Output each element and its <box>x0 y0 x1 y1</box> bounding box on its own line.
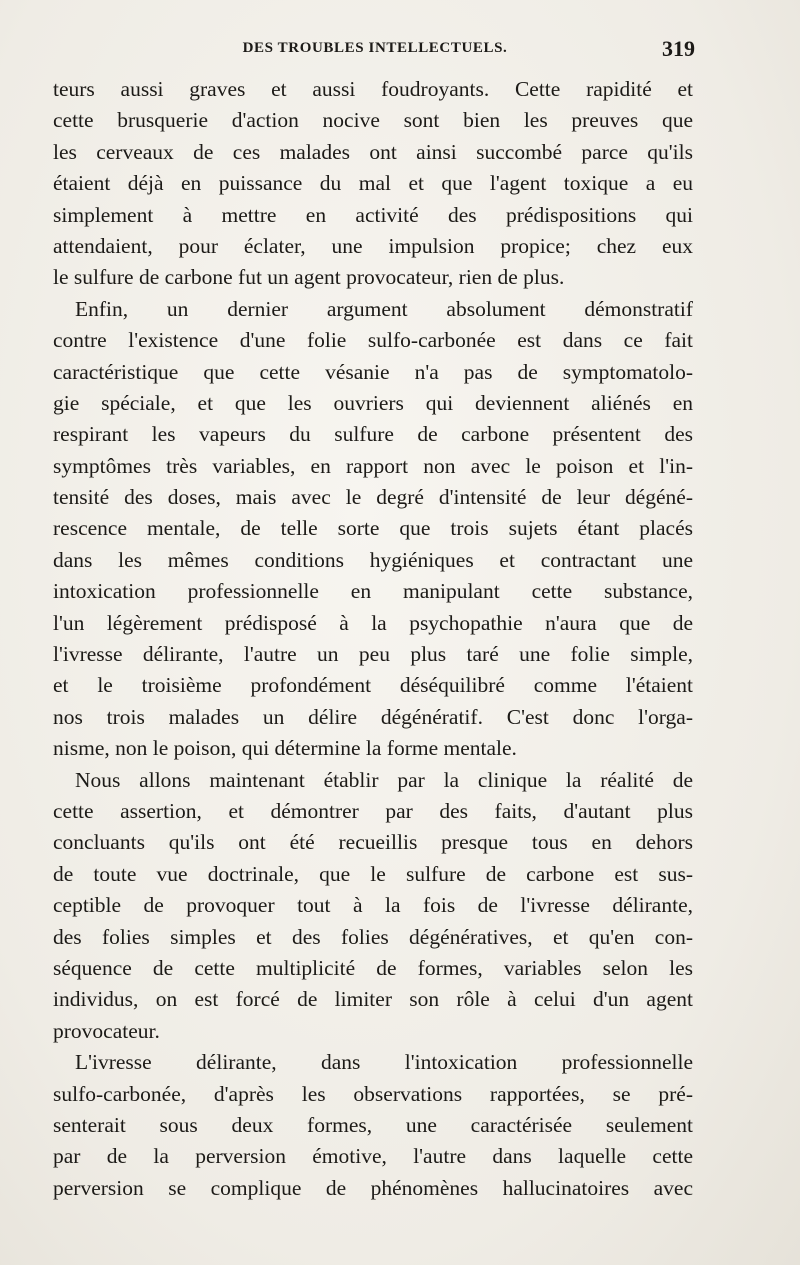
text-line: caractéristique que cette vésanie n'a pas de symptomatolo- <box>53 359 693 384</box>
text-line: dans les mêmes conditions hygiéniques et contractant une <box>53 547 693 572</box>
text-line: intoxication professionnelle en manipulant cette substance, <box>53 579 693 604</box>
text-line: attendaient, pour éclater, une impulsion propice; chez eux <box>53 233 693 258</box>
text-line: cette assertion, et démontrer par des faits, d'autant plus <box>53 798 693 823</box>
text-line: séquence de cette multiplicité de formes, variables selon les <box>53 955 693 980</box>
text-line: sulfo-carbonée, d'après les observations rapportées, se pré- <box>53 1081 693 1106</box>
text-line: rescence mentale, de telle sorte que trois sujets étant placés <box>53 516 693 541</box>
body-text <box>53 74 693 1204</box>
text-line: des folies simples et des folies dégénératives, et qu'en con- <box>53 924 693 949</box>
text-line: cette brusquerie d'action nocive sont bien les preuves que <box>53 108 693 133</box>
text-line: provocateur. <box>53 1018 160 1043</box>
running-head <box>55 36 695 66</box>
text-line: simplement à mettre en activité des prédispositions qui <box>53 202 693 227</box>
text-line: gie spéciale, et que les ouvriers qui deviennent aliénés en <box>53 390 693 415</box>
text-line: le sulfure de carbone fut un agent provocateur, rien de plus. <box>53 265 565 290</box>
text-line: ceptible de provoquer tout à la fois de l'ivresse délirante, <box>53 893 693 918</box>
text-line: nos trois malades un délire dégénératif. C'est donc l'orga- <box>53 704 693 729</box>
text-line: teurs aussi graves et aussi foudroyants. Cette rapidité et <box>53 77 693 101</box>
text-line: étaient déjà en puissance du mal et que l'agent toxique a eu <box>53 171 693 196</box>
text-line: l'ivresse délirante, l'autre un peu plus taré une folie simple, <box>53 642 693 667</box>
text-line: perversion se complique de phénomènes hallucinatoires avec <box>53 1175 693 1200</box>
running-title: DES TROUBLES INTELLECTUELS. <box>242 40 508 56</box>
text-line: nisme, non le poison, qui détermine la forme mentale. <box>53 736 517 761</box>
text-line: les cerveaux de ces malades ont ainsi succombé parce qu'ils <box>53 139 693 164</box>
text-line: individus, on est forcé de limiter son rôle à celui d'un agent <box>53 987 693 1012</box>
text-line: par de la perversion émotive, l'autre dans laquelle cette <box>53 1144 693 1169</box>
paragraph-start-line: Enfin, un dernier argument absolument démonstratif <box>75 296 693 321</box>
text-line: senterait sous deux formes, une caractérisée seulement <box>53 1112 693 1137</box>
text-line: respirant les vapeurs du sulfure de carbone présentent des <box>53 422 693 447</box>
text-line: l'un légèrement prédisposé à la psychopathie n'aura que de <box>53 610 693 635</box>
text-line: de toute vue doctrinale, que le sulfure de carbone est sus- <box>53 861 693 886</box>
text-line: tensité des doses, mais avec le degré d'intensité de leur dégéné- <box>53 485 693 510</box>
paragraph-start-line: Nous allons maintenant établir par la clinique la réalité de <box>75 767 693 792</box>
paragraph-start-line: L'ivresse délirante, dans l'intoxication professionnelle <box>75 1050 693 1075</box>
page-number: 319 <box>662 36 695 61</box>
text-line: contre l'existence d'une folie sulfo-carbonée est dans ce fait <box>53 328 693 353</box>
text-line: et le troisième profondément déséquilibré comme l'étaient <box>53 673 693 698</box>
text-line: concluants qu'ils ont été recueillis presque tous en dehors <box>53 830 693 855</box>
text-line: symptômes très variables, en rapport non avec le poison et l'in- <box>53 453 693 478</box>
